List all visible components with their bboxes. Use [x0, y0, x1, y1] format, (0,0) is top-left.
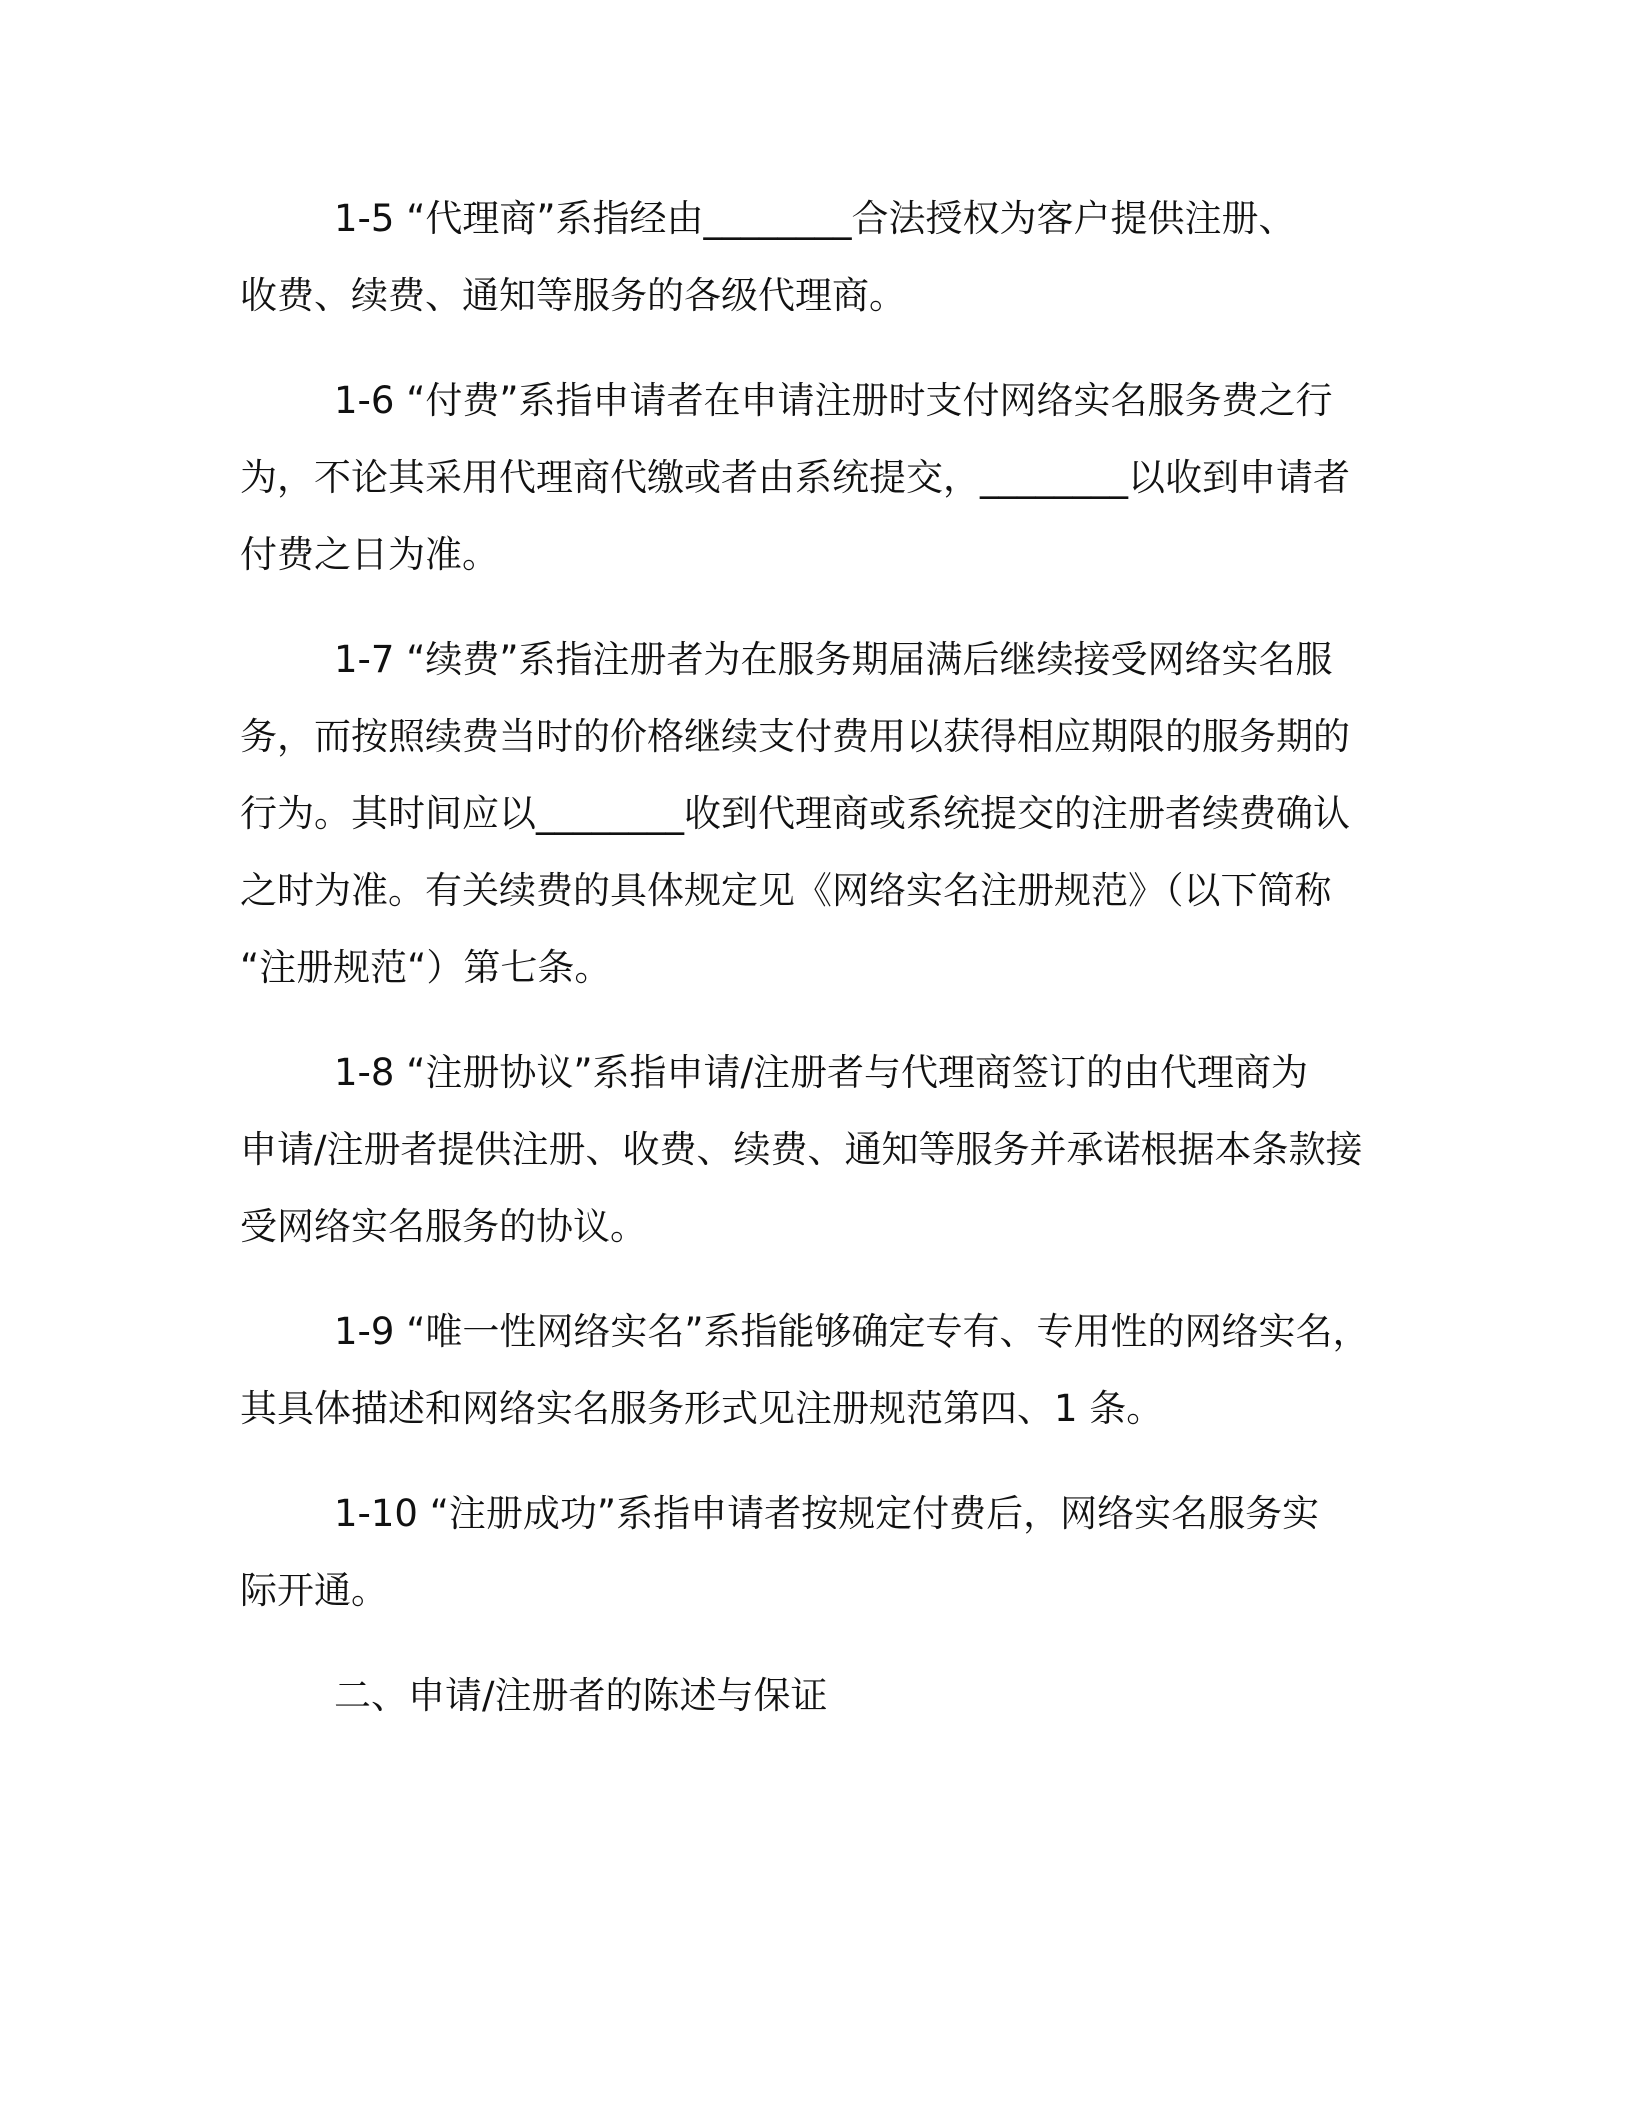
clause-line: 受网络实名服务的协议。 [240, 1205, 647, 1248]
clause-line: 其具体描述和网络实名服务形式见注册规范第四、1 条。 [240, 1387, 1164, 1430]
clause-1-5 [240, 180, 1420, 334]
clause-line: 申请/注册者提供注册、收费、续费、通知等服务并承诺根据本条款接 [240, 1128, 1363, 1171]
clause-line: 1-5 “代理商”系指经由________合法授权为客户提供注册、 [334, 197, 1296, 240]
clause-1-8 [240, 1034, 1420, 1265]
clause-line: 1-8 “注册协议”系指申请/注册者与代理商签订的由代理商为 [334, 1051, 1308, 1094]
clause-line: 收费、续费、通知等服务的各级代理商。 [240, 274, 906, 317]
clause-1-7 [240, 621, 1420, 1006]
clause-line: 行为。其时间应以________收到代理商或系统提交的注册者续费确认 [240, 792, 1350, 835]
clause-line: 际开通。 [240, 1569, 388, 1612]
clause-1-10 [240, 1475, 1420, 1629]
clause-line: 1-7 “续费”系指注册者为在服务期届满后继续接受网络实名服 [334, 638, 1333, 681]
section-heading: 二、申请/注册者的陈述与保证 [334, 1674, 828, 1717]
document-body [240, 180, 1420, 1734]
clause-line: 1-9 “唯一性网络实名”系指能够确定专有、专用性的网络实名， [334, 1310, 1370, 1353]
clause-line: 1-6 “付费”系指申请者在申请注册时支付网络实名服务费之行 [334, 379, 1333, 422]
clause-1-9 [240, 1293, 1420, 1447]
clause-line: 为，不论其采用代理商代缴或者由系统提交，________以收到申请者 [240, 456, 1350, 499]
clause-line: 务，而按照续费当时的价格继续支付费用以获得相应期限的服务期的 [240, 715, 1350, 758]
clause-line: 之时为准。有关续费的具体规定见《网络实名注册规范》（以下简称 [240, 869, 1332, 912]
clause-line: “注册规范“）第七条。 [240, 946, 612, 989]
clause-line: 1-10 “注册成功”系指申请者按规定付费后，网络实名服务实 [334, 1492, 1320, 1535]
clause-line: 付费之日为准。 [240, 533, 499, 576]
clause-1-6 [240, 362, 1420, 593]
